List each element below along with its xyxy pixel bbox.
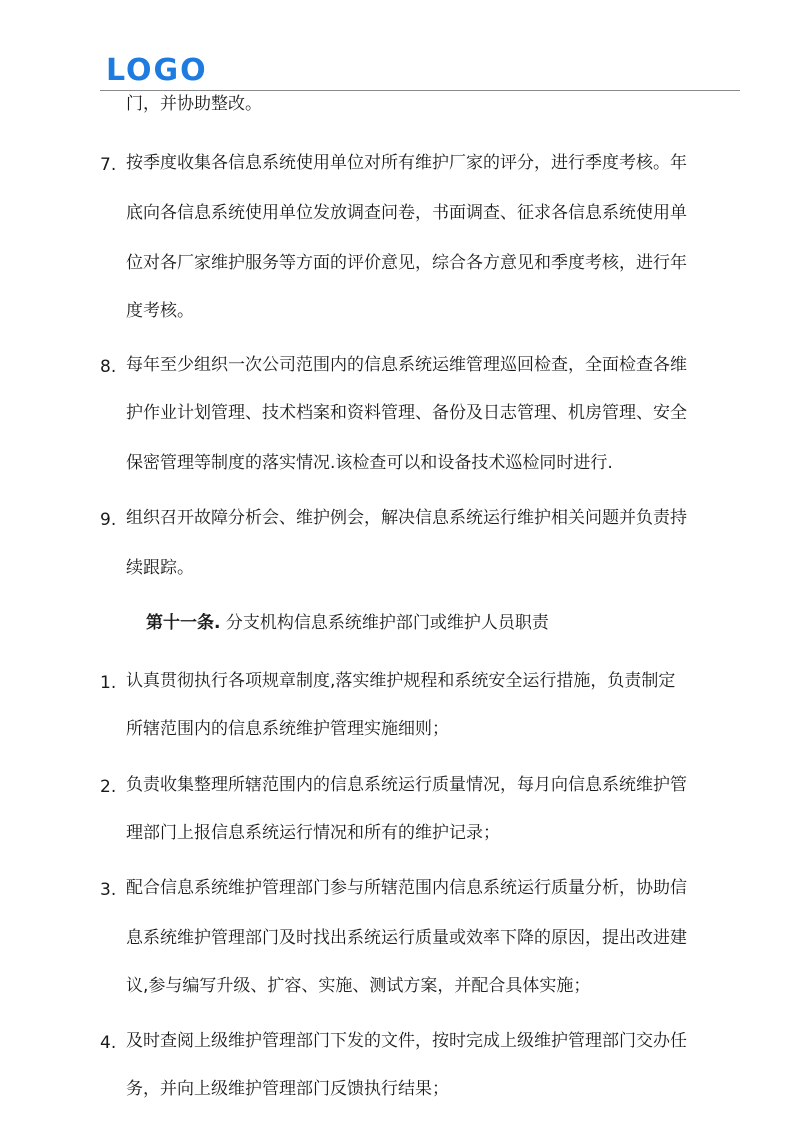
section-heading-title: 分支机构信息系统维护部门或维护人员职责 <box>220 613 549 633</box>
logo: LOGO <box>106 53 208 88</box>
list-number: 2. <box>100 777 117 797</box>
header-divider <box>100 90 740 91</box>
list-number: 3. <box>100 880 117 900</box>
list-item-line: 务，并向上级维护管理部门反馈执行结果； <box>126 1079 449 1099</box>
list-item-line: 位对各厂家维护服务等方面的评价意见，综合各方意见和季度考核，进行年 <box>126 253 687 273</box>
list-number: 7. <box>100 155 117 175</box>
section-heading <box>146 615 549 632</box>
list-number: 8. <box>100 357 117 377</box>
list-item-line: 负责收集整理所辖范围内的信息系统运行质量情况，每月向信息系统维护管 <box>126 775 687 795</box>
list-item-line: 息系统维护管理部门及时找出系统运行质量或效率下降的原因，提出改进建 <box>126 928 687 948</box>
list-item-line: 配合信息系统维护管理部门参与所辖范围内信息系统运行质量分析，协助信 <box>126 878 687 898</box>
list-item-line: 及时查阅上级维护管理部门下发的文件，按时完成上级维护管理部门交办任 <box>126 1031 687 1051</box>
list-number: 9. <box>100 510 117 530</box>
list-item-line: 议,参与编写升级、扩容、实施、测试方案，并配合具体实施； <box>126 976 591 996</box>
list-item-line: 组织召开故障分析会、维护例会，解决信息系统运行维护相关问题并负责持 <box>126 508 687 528</box>
list-number: 4. <box>100 1033 117 1053</box>
list-item-line: 续跟踪。 <box>126 558 194 578</box>
list-item-line: 度考核。 <box>126 301 194 321</box>
list-item-line: 保密管理等制度的落实情况.该检查可以和设备技术巡检同时进行. <box>126 453 613 473</box>
list-item-line: 每年至少组织一次公司范围内的信息系统运维管理巡回检查，全面检查各维 <box>126 355 687 375</box>
list-item-line: 认真贯彻执行各项规章制度,落实维护规程和系统安全运行措施，负责制定 <box>126 671 676 691</box>
list-number: 1. <box>100 673 117 693</box>
list-item-line: 理部门上报信息系统运行情况和所有的维护记录； <box>126 823 500 843</box>
section-heading-number: 第十一条. <box>146 613 221 633</box>
continued-text: 门，并协助整改。 <box>126 94 262 114</box>
list-item-line: 护作业计划管理、技术档案和资料管理、备份及日志管理、机房管理、安全 <box>126 403 687 423</box>
list-item-line: 按季度收集各信息系统使用单位对所有维护厂家的评分，进行季度考核。年 <box>126 153 687 173</box>
list-item-line: 所辖范围内的信息系统维护管理实施细则； <box>126 719 449 739</box>
list-item-line: 底向各信息系统使用单位发放调查问卷，书面调查、征求各信息系统使用单 <box>126 203 687 223</box>
